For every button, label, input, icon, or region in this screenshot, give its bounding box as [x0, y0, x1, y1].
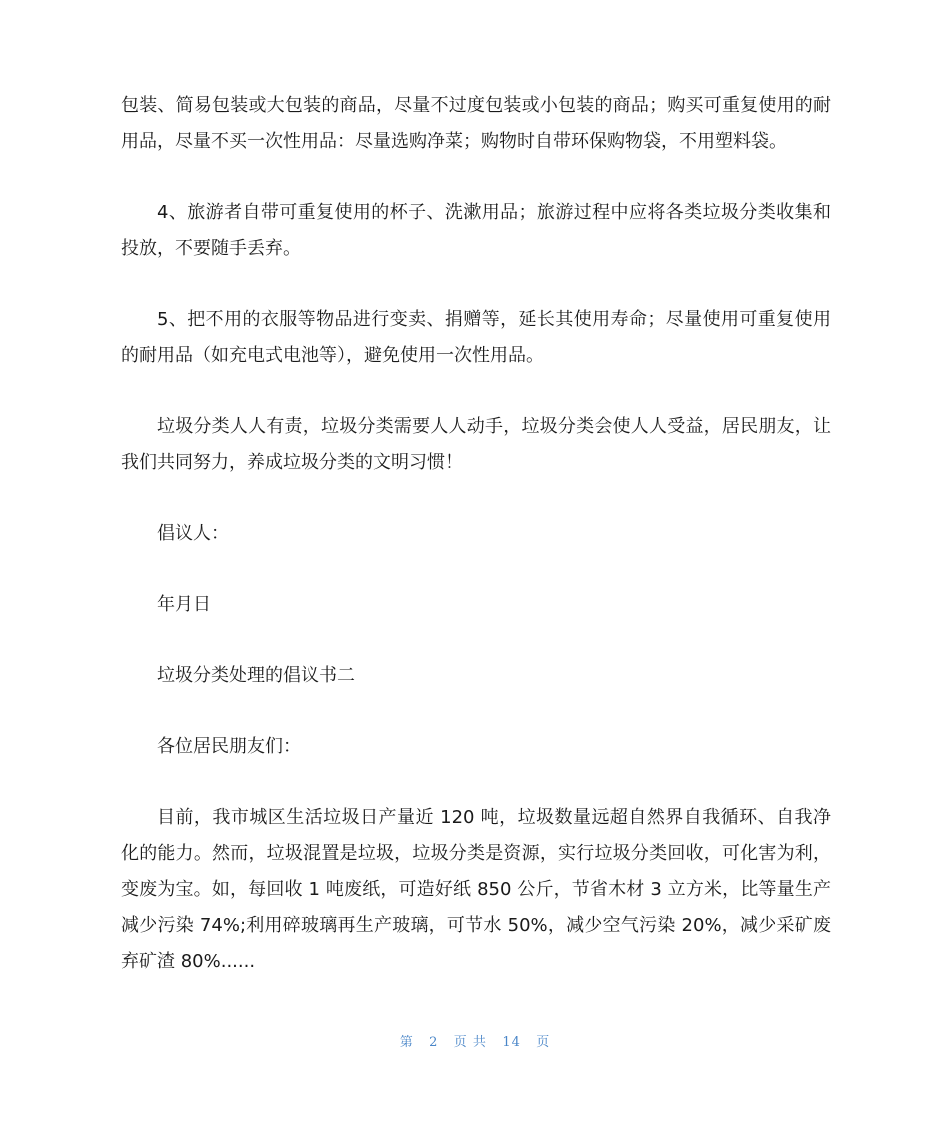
- date-label: 年月日: [157, 594, 211, 615]
- paragraph-2: 4、旅游者自带可重复使用的杯子、洗漱用品；旅游过程中应将各类垃圾分类收集和投放，不要随手丢弃。: [121, 202, 831, 259]
- footer-suffix: 页: [536, 1035, 551, 1050]
- page-footer: [0, 1031, 950, 1050]
- signature-label: 倡议人：: [157, 523, 229, 544]
- footer-mid: 页 共: [453, 1035, 487, 1050]
- footer-total-pages: 14: [502, 1035, 521, 1050]
- paragraph-4: 垃圾分类人人有责，垃圾分类需要人人动手，垃圾分类会使人人受益，居民朋友，让我们共同努力，养成垃圾分类的文明习惯！: [121, 416, 831, 473]
- footer-prefix: 第: [399, 1035, 414, 1050]
- footer-current-page: 2: [429, 1035, 439, 1050]
- paragraph-body: 目前，我市城区生活垃圾日产量近 120 吨，垃圾数量远超自然界自我循环、自我净化的能力。然而，垃圾混置是垃圾，垃圾分类是资源，实行垃圾分类回收，可化害为利，变废为宝。如，每回收 1 吨废纸，可造好纸 850 公斤，节省木材 3 立方米，比等量生产减少污染 74%;利用碎玻璃再生产玻璃，可节水 50%，减少空气污染 20%，减少采矿废弃矿渣 80%......: [121, 807, 831, 972]
- salutation: 各位居民朋友们：: [157, 736, 301, 757]
- paragraph-3: 5、把不用的衣服等物品进行变卖、捐赠等，延长其使用寿命；尽量使用可重复使用的耐用品（如充电式电池等），避免使用一次性用品。: [121, 309, 831, 366]
- document-body: [121, 88, 831, 980]
- section-title: 垃圾分类处理的倡议书二: [157, 665, 355, 686]
- paragraph-1: 包装、简易包装或大包装的商品，尽量不过度包装或小包装的商品；购买可重复使用的耐用品，尽量不买一次性用品：尽量选购净菜；购物时自带环保购物袋，不用塑料袋。: [121, 95, 831, 152]
